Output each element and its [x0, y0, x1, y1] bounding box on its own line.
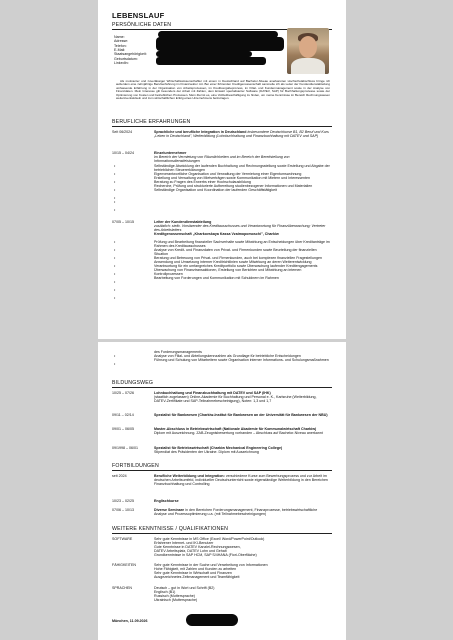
bullet-marker: •	[114, 296, 116, 300]
list-item: Anwendung und Umsetzung interner Kreditrichtlinien sowie Mitwirkung an deren Weiterentwicklung	[154, 260, 312, 264]
bullet-marker: •	[114, 172, 116, 176]
education-title: Spezialist für Betriebswirtschaft (Charkiw Mechanical Engineering College)	[154, 446, 283, 450]
list-item: Sehr gute Kenntnisse in der Suche und Verarbeitung von Informationen	[154, 563, 268, 567]
experience-date: 10/15 – 04/24	[112, 151, 134, 155]
cv-page-1	[98, 0, 346, 339]
list-item: Ausgezeichnetes Zeitmanagement und Teamfähigkeit	[154, 575, 240, 579]
list-item: Eigenverantwortliche Organisation und Verwaltung der Vermietung einer Eigentumswohnung	[154, 172, 302, 176]
training-entry	[154, 474, 330, 486]
experience-heading: BERUFLICHE ERFAHRUNGEN	[112, 119, 191, 125]
experience-description: insbesondere Deutschkurse B1, B2 Beruf und Kurs „Leben in Deutschland", Weiterbildung (Lohnbuchhaltung und Finanzbuchhaltung mit DATEV und SAP)	[154, 130, 329, 138]
cv-page-2	[98, 342, 346, 640]
education-title: Lohnbuchhaltung und Finanzbuchhaltung mit DATEV und SAP (IHK)	[154, 391, 271, 395]
list-item: Hohe Fähigkeit, mit Zahlen und Kunden zu arbeiten	[154, 567, 237, 571]
skills-abilities-list	[154, 563, 330, 579]
list-item: des Forderungsmanagements	[154, 350, 202, 354]
list-item: Recherche, Prüfung und strukturierte Aufbereitung studienbezogener Informationen und Materialien	[154, 184, 313, 188]
bullet-marker: •	[114, 164, 116, 168]
skills-software-list	[154, 537, 330, 557]
list-item: Deutsch – gut in Wort und Schrift (B2)	[154, 586, 215, 590]
education-entry	[154, 446, 330, 454]
experience-title: Sprachliche und berufliche Integration in Deutschland	[154, 130, 247, 134]
education-heading: BILDUNGSWEG	[112, 380, 154, 386]
list-item: Bearbeitung von Forderungen und Kommunikation mit Schuldnern im Rahmen	[154, 276, 279, 280]
section-divider	[112, 533, 332, 534]
list-item: Selbständige Organisation und Koordination der laufenden Geschäftstätigkeit	[154, 188, 277, 192]
bullet-marker: •	[114, 200, 116, 204]
summary-text: Als motivierter und zuverlässiger Wirtschaftswissenschaftler mit einem in Deutschland auf Bachelor-Niveau anerkannten Hochschulabschluss bringe ich außerdem eine zehnjährige Berufserfahrung im Finanzsektor mit. Bei einer führenden Kreditgenossenschaft sammelte ich als Leiter der Kundendienstabteilung umfassende Erfahrung in der Organisation von Arbeitsprozessen, im Kreditvergabeprozess, im Filial- und Kundenmanagement sowie in der Analyse von Finanzdaten. Mein Interesse gilt besonders der Arbeit mit Zahlen, dem Einsatz spezialisierter Software (DATEV, SAP) für Buchhaltungsprozesse sowie der Optimierung von Kosten und betrieblichen Prozessen. Mein Ziel ist es, eine Vollzeitbeschäftigung zu finden, um meine Kenntnisse im Bereich Rechnungswesen weiterzuentwickeln und zum wirtschaftlichen Erfolg eines Unternehmens beizutragen.	[116, 79, 330, 101]
list-item: Erstellung und Verwaltung von Mietverträgen sowie Kommunikation mit Mietern und Interessenten	[154, 176, 311, 180]
bullet-marker: •	[114, 362, 116, 366]
skills-heading: WEITERE KENNTNISSE / QUALIFIKATIONEN	[112, 526, 229, 532]
training-date: seit 2024	[112, 474, 127, 478]
place-date: München, 11.09.2026	[112, 619, 148, 623]
bullet-marker: •	[114, 188, 116, 192]
list-item: Selbständige Abwicklung der laufenden Buchhaltung und Rechnungsstellung sowie Erstellung und Abgabe der betrieblichen Steuererklärungen	[154, 164, 330, 172]
list-item: Analyse von Kredit- und Finanzdaten von Privat- und Firmenkunden sowie Beurteilung der finanziellen Situation	[154, 248, 317, 256]
skills-label-software: SOFTWARE	[112, 537, 133, 541]
training-date: 10/23 – 02/25	[112, 499, 134, 503]
personal-data-heading: PERSÖNLICHE DATEN	[112, 22, 172, 28]
bullet-marker: •	[114, 248, 116, 252]
bullet-marker: •	[114, 264, 116, 268]
education-description: Diplom mit Auszeichnung. ZAB-Zeugnisbewertung vorhanden – Abschluss auf Bachelor-Niveau anerkannt	[154, 431, 323, 435]
list-item: Grundkenntnisse in SAP HCM, SAP S/4HANA (Fiori-Oberfläche)	[154, 553, 257, 557]
training-date: 07/06 – 10/13	[112, 508, 134, 512]
list-item: Beratung zu Fragen des Erwerbs einer Hochschulausbildung	[154, 180, 251, 184]
experience-date: 07/05 – 10/15	[112, 220, 134, 224]
education-date: 09/11 – 02/14	[112, 413, 134, 417]
experience-title: Einzelunternehmer	[154, 151, 187, 155]
experience-bullets	[154, 240, 330, 280]
section-divider	[112, 470, 332, 471]
bullet-marker: •	[114, 256, 116, 260]
experience-date: Seit 06/2024	[112, 130, 133, 134]
experience-description: zusätzlich: stellv. Vorsitzender des Kreditausschusses und Verantwortung für Finanzüberwachung; Vertreter des Arbeitsleiters	[154, 224, 326, 232]
training-title: Diverse Seminare	[154, 508, 185, 512]
section-divider	[112, 126, 332, 127]
skills-label-abilities: FÄHIGKEITEN	[112, 563, 136, 567]
bullet-marker: •	[114, 196, 116, 200]
label-linkedin: LinkedIn:	[114, 60, 129, 65]
list-item: Analyse von Filial- und Abteilungskennzahlen als Grundlage für betriebliche Entscheidungen	[154, 354, 301, 358]
list-item: Erfahrener Internet- und IKI-Benutzer	[154, 541, 214, 545]
education-description: Stipendiat des Präsidenten der Ukraine. Diplom mit Auszeichnung	[154, 450, 259, 454]
education-title: Spezialist für Bankwesen (Charkiw-Institut für Bankwesen an der Universität für Bankwesen der NBU)	[154, 413, 328, 417]
bullet-marker: •	[114, 208, 116, 212]
experience-entry	[154, 130, 330, 138]
experience-organization: Kreditgenossenschaft „Kharkovskaya Kassa Vzaimopomoschi", Charkiw	[154, 232, 279, 236]
list-item: Beratung und Betreuung von Privat- und Firmenkunden, auch bei komplexen finanziellen Fragestellungen	[154, 256, 323, 260]
section-divider	[112, 387, 332, 388]
experience-entry	[154, 151, 330, 163]
list-item: Führung und Schulung von Mitarbeitern sowie Organisation interner Informations- und Schulungsmaßnahmen	[154, 358, 329, 362]
training-description: in den Bereichen Forderungsmanagement, Finanzprozesse, betriebswirtschaftliche Analyse und Prozessoptimierung u.a. (mit Teilnahmebescheinigungen)	[154, 508, 318, 516]
education-description: (staatlich zugelassen) Online-Akademie für Buchhaltung und Personal e. K., Karlsruhe (Weiterbildung, DATEV-Zertifikate und SAP-Teilnahmebescheinigung), Noten: 1,3 und 1,7	[154, 395, 317, 403]
bullet-marker: •	[114, 272, 116, 276]
education-date: 09/1998 – 06/01	[112, 446, 138, 450]
list-item: Gute Kenntnisse in DATEV Kanzlei-Rechnungswesen,	[154, 545, 241, 549]
label-nationality: Staatsangehörigkeit:	[114, 52, 147, 57]
label-email: E-Mail:	[114, 47, 126, 52]
skills-label-languages: SPRACHEN	[112, 586, 132, 590]
experience-bullets	[154, 164, 330, 192]
list-item: Sehr gute Kenntnisse in Wirtschaft und Finanzen	[154, 571, 232, 575]
experience-bullets-continued	[154, 350, 330, 362]
label-phone: Telefon:	[114, 43, 127, 48]
training-title: Berufliche Weiterbildung und Integration:	[154, 474, 225, 478]
list-item: Überwachung von Finanztransaktionen, Erstellung von Berichten und Mitwirkung an internen Kontrollprozessen	[154, 268, 302, 276]
bullet-marker: •	[114, 354, 116, 358]
training-heading: FORTBILDUNGEN	[112, 463, 159, 469]
education-entry	[154, 427, 330, 435]
bullet-marker: •	[114, 280, 116, 284]
education-date: 09/01 – 06/05	[112, 427, 134, 431]
label-birthdate: Geburtsdatum:	[114, 56, 138, 61]
bullet-marker: •	[114, 180, 116, 184]
label-name: Name:	[114, 35, 125, 39]
list-item: Englisch (B1)	[154, 590, 176, 594]
education-entry	[154, 391, 330, 403]
education-title: Master-Abschluss in Betriebswirtschaft (Nationale Akademie für Kommunalwirtschaft Charkiw)	[154, 427, 317, 431]
list-item: DATEV Arbeitsplatz, DATEV Lohn und Gehalt	[154, 549, 227, 553]
experience-title: Leiter der Kundendienstabteilung	[154, 220, 212, 224]
skills-languages-list	[154, 586, 330, 602]
redacted-birth-linkedin	[156, 57, 266, 65]
education-date: 10/25 – 07/26	[112, 391, 134, 395]
list-item: Prüfung und Bearbeitung finanzieller Sachverhalte sowie Mitwirkung an Entscheidungen über Kreditanträge im Rahmen des Kreditausschusses	[154, 240, 330, 248]
list-item: Verantwortung für ein umfangreiches Kreditportfolio sowie Überwachung laufender Kreditengagements	[154, 264, 318, 268]
list-item: Russisch (Muttersprache)	[154, 594, 195, 598]
experience-description: im Bereich der Vermietung von Räumlichkeiten und im Bereich der Bereitstellung von Informationsdienstleistungen	[154, 155, 290, 163]
training-entry	[154, 508, 330, 516]
training-title: Englischkurse	[154, 499, 179, 503]
profile-photo	[287, 28, 329, 74]
bullet-marker: •	[114, 288, 116, 292]
experience-entry	[154, 220, 330, 236]
list-item: Sehr gute Kenntnisse in MS Office (Excel/ Word/PowerPoint/Outlook)	[154, 537, 265, 541]
bullet-marker: •	[114, 240, 116, 244]
list-item: Ukrainisch (Muttersprache)	[154, 598, 198, 602]
redacted-signature	[186, 614, 238, 626]
document-title: LEBENSLAUF	[112, 11, 165, 20]
label-address: Adresse:	[114, 39, 129, 44]
redacted-contact-block	[156, 37, 284, 51]
training-description: verschiedene Kurse zum Bewerbungsprozess und zur Arbeit im deutschen Arbeitsumfeld, individueller Deutschunterricht sowie eigenständige Weiterbildung in den Bereichen Finanzbuchhaltung und Controlling	[154, 474, 328, 486]
